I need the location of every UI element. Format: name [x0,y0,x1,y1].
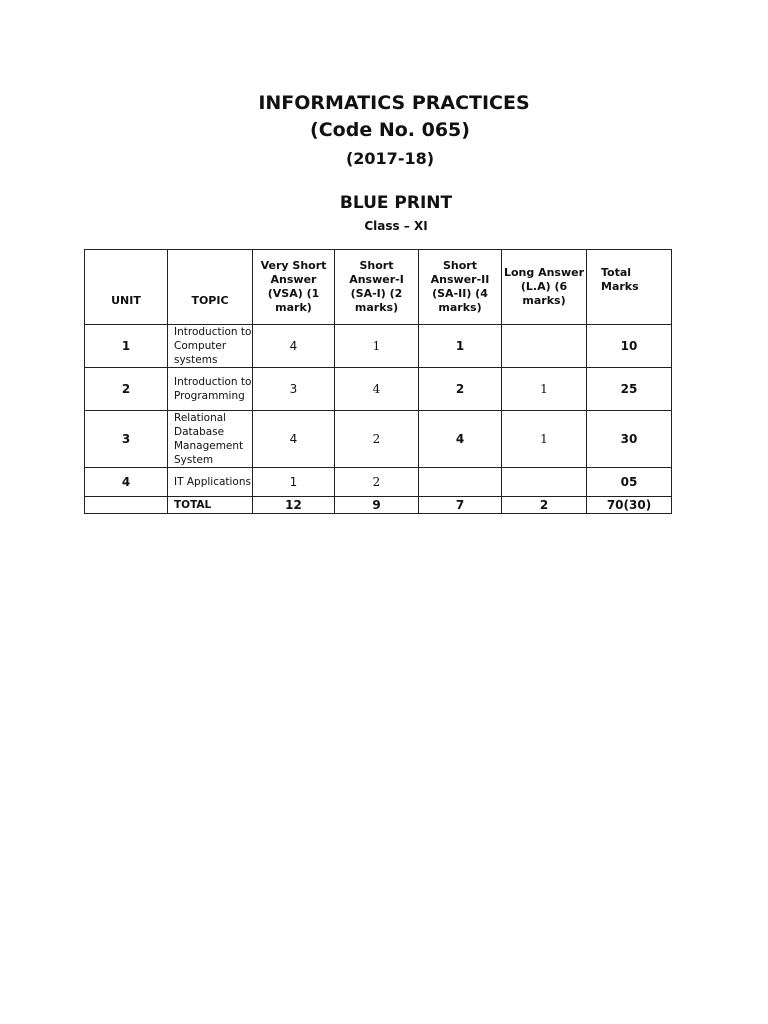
document-title: INFORMATICS PRACTICES [258,92,530,114]
vsa-cell: 1 [253,468,335,497]
sa2-total: 7 [419,497,502,514]
unit-cell: 4 [85,468,168,497]
table-row [85,411,672,468]
sa1-cell: 4 [335,368,419,411]
unit-cell: 3 [85,411,168,468]
subject-code: (Code No. 065) [310,119,470,141]
topic-cell: Introduction to Programming [168,368,253,411]
col-header-vsa: Very Short Answer (VSA) (1 mark) [253,250,335,325]
total-cell: 10 [587,325,672,368]
sa2-cell: 4 [419,411,502,468]
sa1-cell: 2 [335,411,419,468]
la-cell: 1 [502,411,587,468]
blueprint-table [84,249,672,514]
total-label: TOTAL [168,497,253,514]
la-cell: 1 [502,368,587,411]
grand-total: 70(30) [587,497,672,514]
sa2-cell [419,468,502,497]
vsa-total: 12 [253,497,335,514]
unit-cell: 1 [85,325,168,368]
table-row [85,368,672,411]
sa1-cell: 1 [335,325,419,368]
blueprint-heading: BLUE PRINT [339,193,453,213]
table-row [85,325,672,368]
sa2-cell: 2 [419,368,502,411]
topic-cell: Introduction to Computer systems [168,325,253,368]
total-cell: 05 [587,468,672,497]
vsa-cell: 4 [253,411,335,468]
la-cell [502,325,587,368]
topic-cell: Relational Database Management System [168,411,253,468]
empty-unit-cell [85,497,168,514]
sa1-cell: 2 [335,468,419,497]
col-header-la: Long Answer (L.A) (6 marks) [502,250,587,325]
class-label: Class – XI [364,219,428,233]
table-total-row [85,497,672,514]
la-cell [502,468,587,497]
col-header-topic: TOPIC [168,250,253,325]
la-total: 2 [502,497,587,514]
sa2-cell: 1 [419,325,502,368]
table-row [85,468,672,497]
session-year: (2017-18) [345,149,435,168]
total-cell: 30 [587,411,672,468]
unit-cell: 2 [85,368,168,411]
table-header-row [85,250,672,325]
col-header-sa2: Short Answer-II (SA-II) (4 marks) [419,250,502,325]
vsa-cell: 3 [253,368,335,411]
topic-cell: IT Applications [168,468,253,497]
sa1-total: 9 [335,497,419,514]
total-cell: 25 [587,368,672,411]
col-header-sa1: Short Answer-I (SA-I) (2 marks) [335,250,419,325]
vsa-cell: 4 [253,325,335,368]
col-header-unit: UNIT [85,250,168,325]
col-header-total: Total Marks [587,250,672,325]
